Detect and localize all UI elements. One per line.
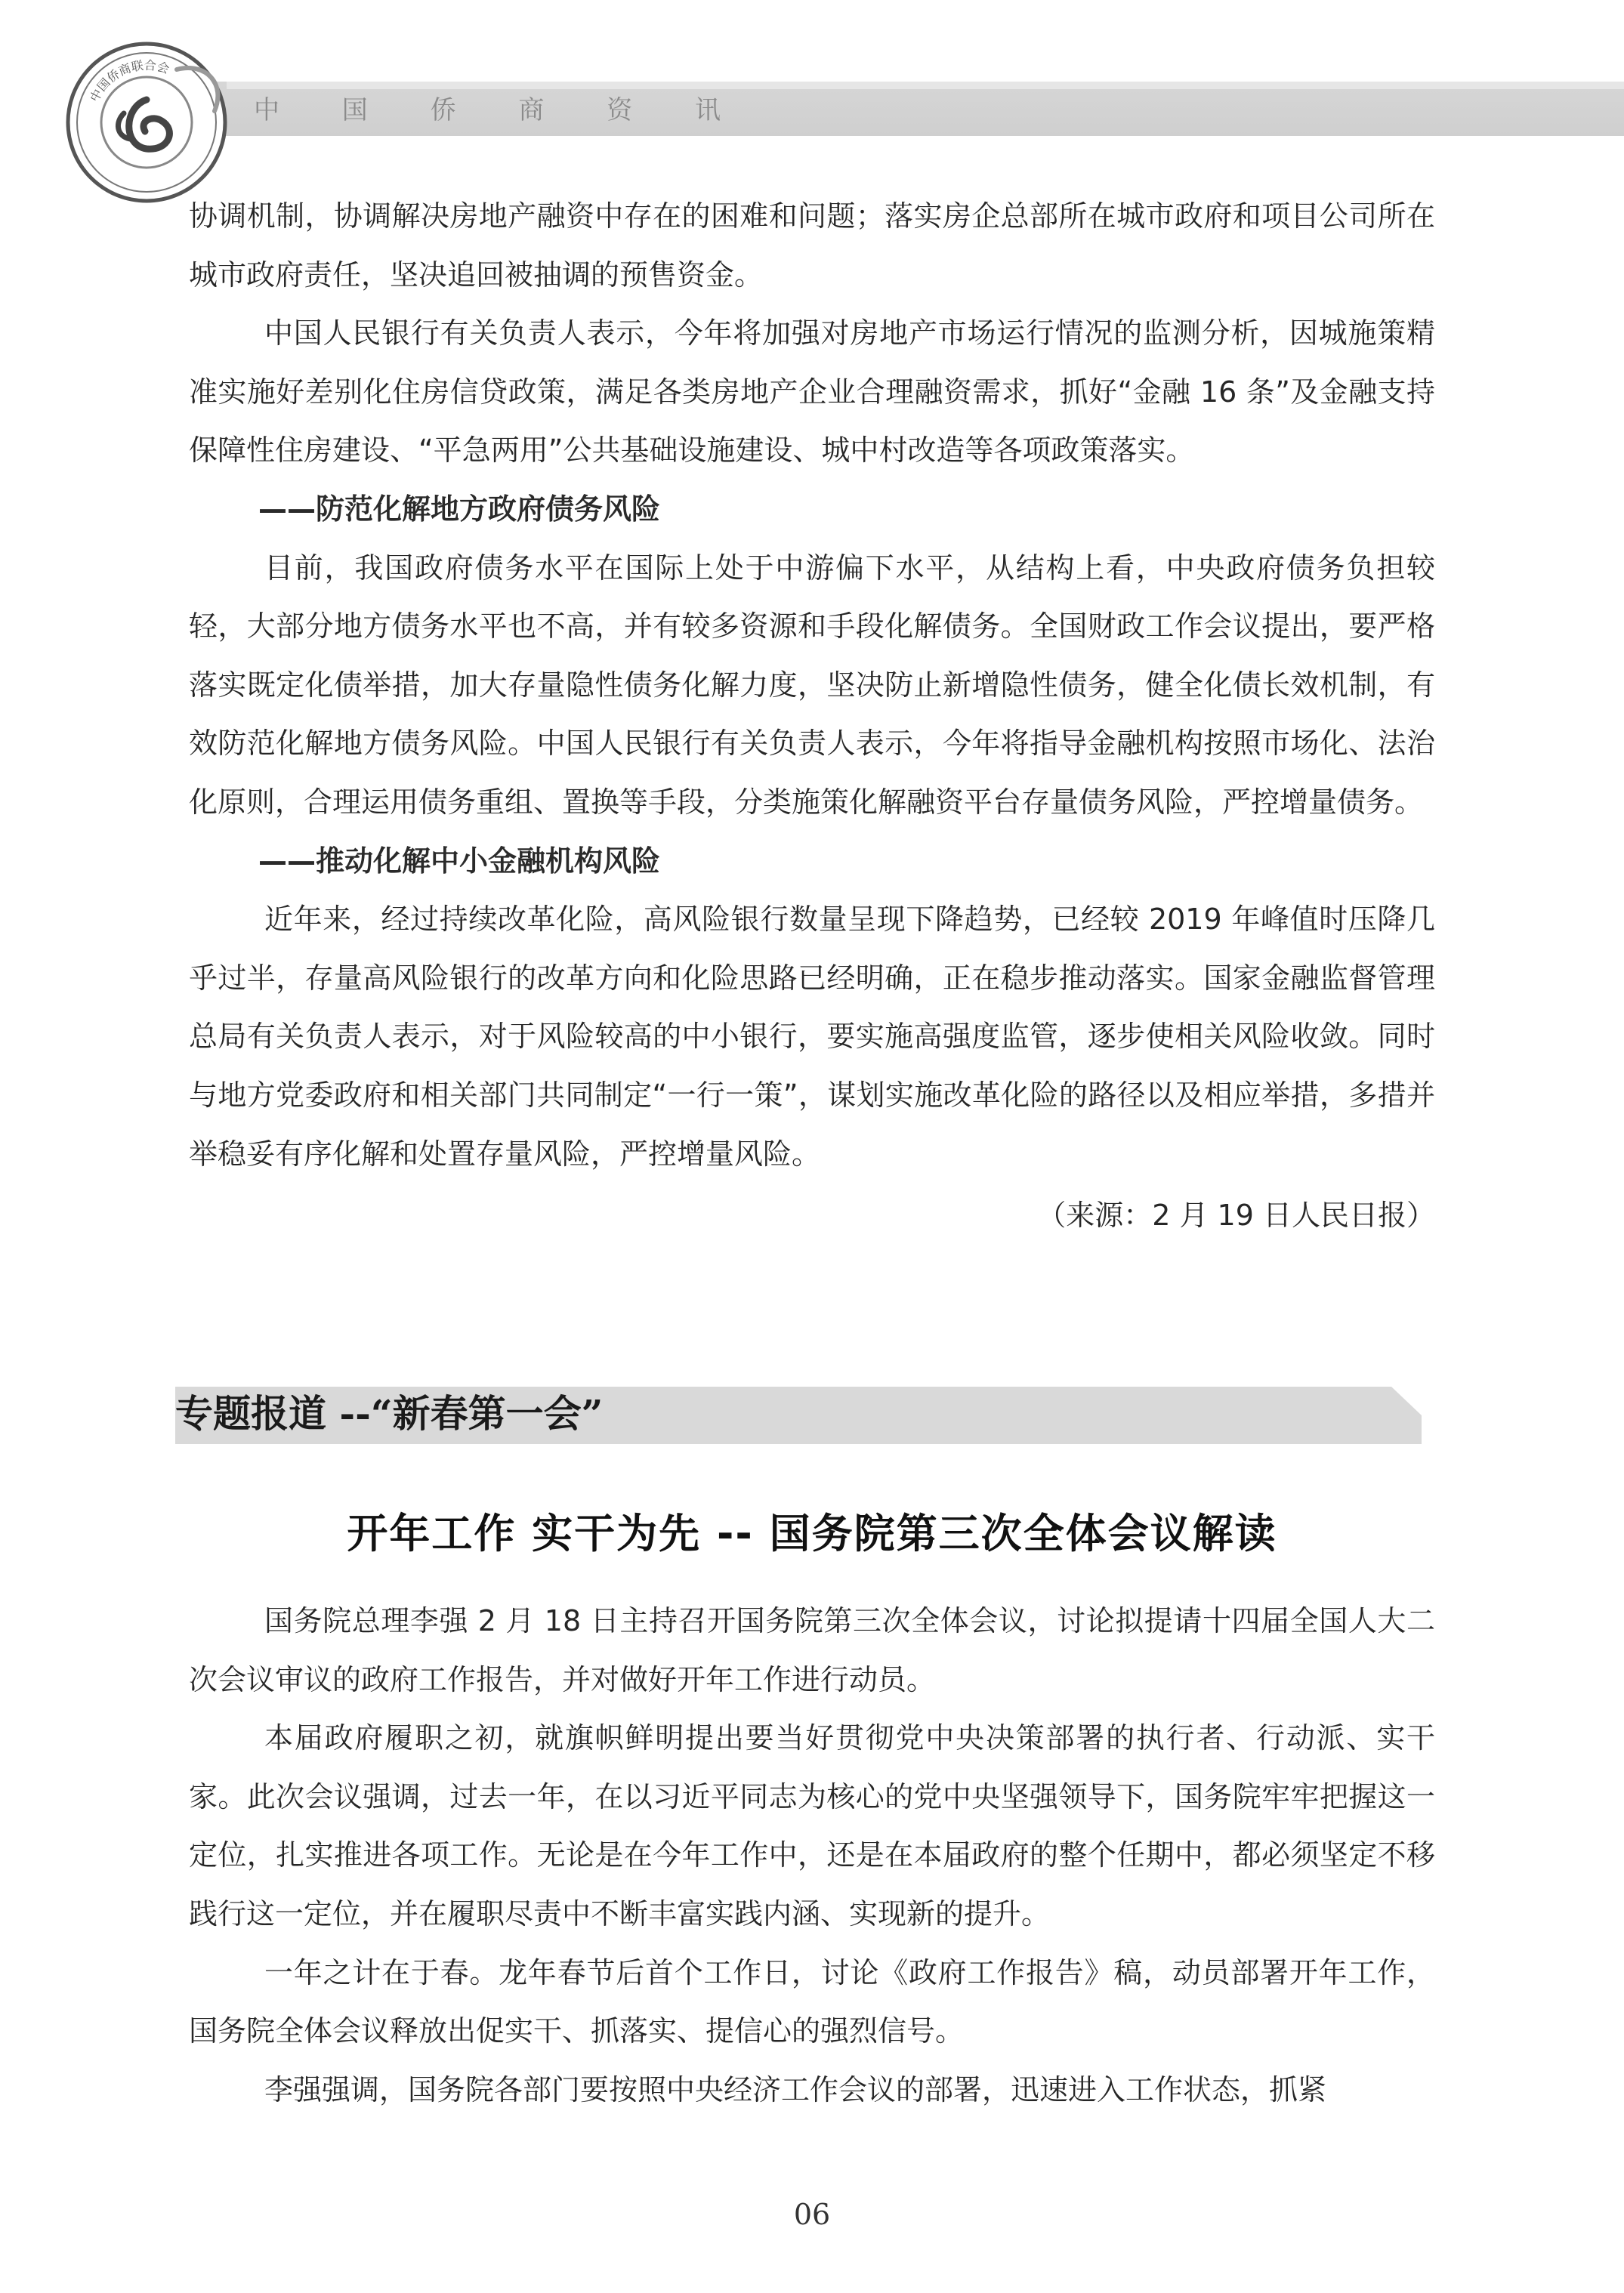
header-bar-highlight [227, 82, 1624, 89]
article-body-top [189, 187, 1435, 1245]
header-title: 中 国 侨 商 资 讯 [254, 95, 749, 125]
paragraph: 李强强调，国务院各部门要按照中央经济工作会议的部署，迅速进入工作状态，抓紧 [264, 2072, 1327, 2106]
subheading: ——防范化解地方政府债务风险 [258, 492, 661, 526]
paragraph: 目前，我国政府债务水平在国际上处于中游偏下水平，从结构上看，中央政府债务负担较轻，大部分地方债务水平也不高，并有较多资源和手段化解债务。全国财政工作会议提出，要严格落实既定化债举措，加大存量隐性债务化解力度，坚决防止新增隐性债务，健全化债长效机制，有效防范化解地方债务风险。中国人民银行有关负责人表示，今年将指导金融机构按照市场化、法治化原则，合理运用债务重组、置换等手段，分类施策化解融资平台存量债务风险，严控增量债务。 [189, 551, 1435, 819]
page-number: 06 [793, 2198, 831, 2231]
article-title: 开年工作 实干为先 -- 国务院第三次全体会议解读 [347, 1510, 1277, 1557]
page-header [0, 0, 1624, 151]
paragraph: 近年来，经过持续改革化险，高风险银行数量呈现下降趋势，已经较 2019 年峰值时压降几乎过半，存量高风险银行的改革方向和化险思路已经明确，正在稳步推动落实。国家金融监督管理总局有关负责人表示，对于风险较高的中小银行，要实施高强度监管，逐步使相关风险收敛。同时与地方党委政府和相关部门共同制定“一行一策”，谋划实施改革化险的路径以及相应举措，多措并举稳妥有序化解和处置存量风险，严控增量风险。 [189, 903, 1435, 1171]
section-banner-title: 专题报道 --“新春第一会” [175, 1391, 604, 1436]
subheading: ——推动化解中小金融机构风险 [258, 844, 661, 878]
logo-text: 中国侨商联合会 [87, 57, 171, 104]
paragraph: 本届政府履职之初，就旗帜鲜明提出要当好贯彻党中央决策部署的执行者、行动派、实干家。此次会议强调，过去一年，在以习近平同志为核心的党中央坚强领导下，国务院牢牢把握这一定位，扎实推进各项工作。无论是在今年工作中，还是在本届政府的整个任期中，都必须坚定不移践行这一定位，并在履职尽责中不断丰富实践内涵、实现新的提升。 [189, 1721, 1435, 1930]
paragraph: 国务院总理李强 2 月 18 日主持召开国务院第三次全体会议，讨论拟提请十四届全国人大二次会议审议的政府工作报告，并对做好开年工作进行动员。 [189, 1604, 1435, 1696]
paragraph: 协调机制，协调解决房地产融资中存在的困难和问题；落实房企总部所在城市政府和项目公司所在城市政府责任，坚决追回被抽调的预售资金。 [189, 199, 1435, 292]
source-citation: （来源：2 月 19 日人民日报） [1037, 1199, 1435, 1233]
logo-icon [63, 39, 230, 205]
paragraph: 一年之计在于春。龙年春节后首个工作日，讨论《政府工作报告》稿，动员部署开年工作，国务院全体会议释放出促实干、抓落实、提信心的强烈信号。 [189, 1955, 1435, 2048]
paragraph: 中国人民银行有关负责人表示，今年将加强对房地产市场运行情况的监测分析，因城施策精准实施好差别化住房信贷政策，满足各类房地产企业合理融资需求，抓好“金融 16 条”及金融支持保障性住房建设、“平急两用”公共基础设施建设、城中村改造等各项政策落实。 [189, 316, 1435, 468]
article-body-bottom [189, 1592, 1435, 2119]
